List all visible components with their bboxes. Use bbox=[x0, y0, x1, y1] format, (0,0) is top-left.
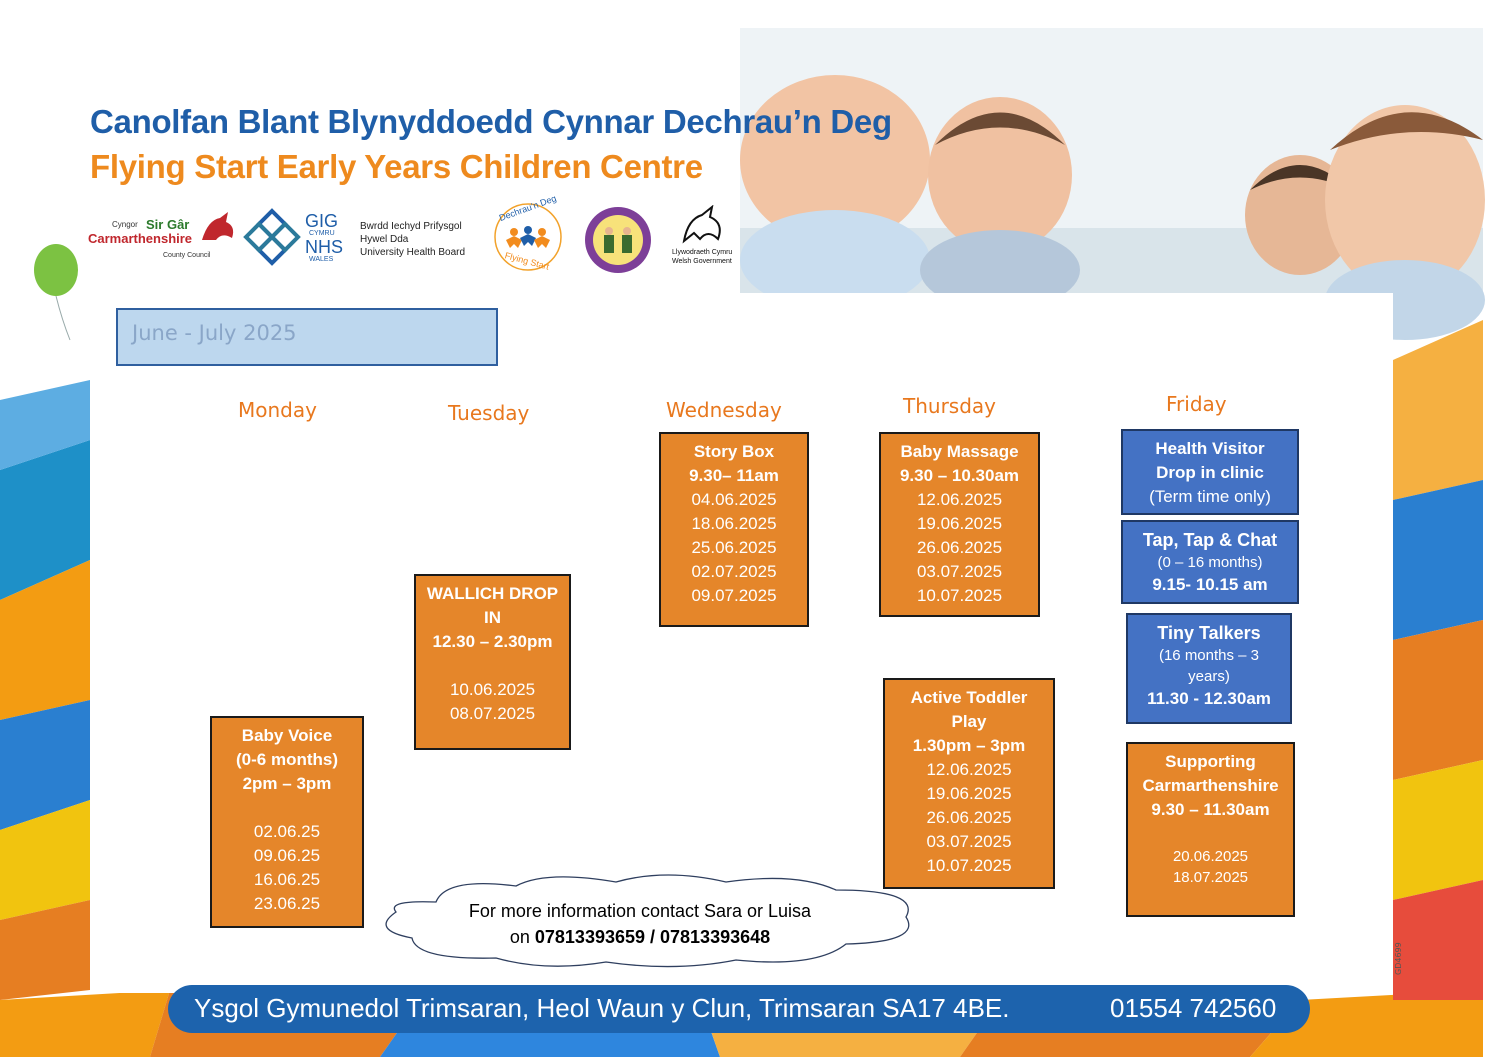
supporting-time: 9.30 – 11.30am bbox=[1151, 800, 1270, 819]
footer-phone: 01554 742560 bbox=[1110, 993, 1277, 1023]
title-welsh: Canolfan Blant Blynyddoedd Cynnar Dechrau’n Deg bbox=[90, 103, 892, 140]
flying-start-bottom: Flying Start bbox=[503, 250, 551, 272]
baby-voice-age: (0-6 months) bbox=[236, 750, 338, 769]
council-name-english: Carmarthenshire bbox=[88, 231, 193, 246]
dragon-icon bbox=[198, 210, 238, 250]
document-code: GD4699 bbox=[1394, 942, 1403, 975]
active-toddler-date: 03.07.2025 bbox=[926, 832, 1012, 851]
school-badge-icon bbox=[582, 205, 654, 275]
story-box-time: 9.30– 11am bbox=[689, 466, 779, 485]
baby-massage-date: 12.06.2025 bbox=[916, 490, 1003, 509]
welsh-dragon-icon bbox=[680, 205, 726, 247]
wallich-date: 08.07.2025 bbox=[449, 704, 536, 723]
baby-massage-time: 9.30 – 10.30am bbox=[899, 466, 1020, 485]
active-toddler-title-1: Active Toddler bbox=[910, 688, 1028, 707]
welsh-government-logo bbox=[668, 205, 738, 271]
nhs-text: NHS bbox=[305, 237, 344, 257]
contact-on: on bbox=[509, 927, 535, 947]
title-english: Flying Start Early Years Children Centre bbox=[90, 148, 703, 185]
supporting-date: 18.07.2025 bbox=[1172, 869, 1249, 886]
wallich-title-2: IN bbox=[484, 608, 501, 627]
wallich-time: 12.30 – 2.30pm bbox=[432, 632, 553, 651]
session-wallich-drop-in bbox=[414, 574, 571, 750]
story-box-date: 04.06.2025 bbox=[691, 490, 777, 509]
nhs-board-line2: Hywel Dda bbox=[360, 234, 409, 245]
day-friday: Friday bbox=[1166, 392, 1227, 416]
welsh-gov-line1: Llywodraeth Cymru bbox=[672, 249, 733, 256]
council-sub: County Council bbox=[163, 252, 211, 259]
story-box-date: 09.07.2025 bbox=[691, 586, 777, 605]
wales-text: WALES bbox=[309, 256, 334, 263]
story-box-date: 18.06.2025 bbox=[691, 514, 777, 533]
session-supporting-carmarthenshire bbox=[1126, 742, 1295, 917]
supporting-date: 20.06.2025 bbox=[1172, 848, 1249, 865]
council-small: Cyngor bbox=[112, 220, 138, 229]
period-box bbox=[116, 308, 498, 366]
contact-line-2 bbox=[420, 924, 860, 950]
baby-massage-date: 10.07.2025 bbox=[916, 586, 1003, 605]
session-tap-tap-chat bbox=[1121, 520, 1299, 604]
story-box-date: 25.06.2025 bbox=[691, 538, 777, 557]
baby-massage-title: Baby Massage bbox=[900, 442, 1019, 461]
story-box-date: 02.07.2025 bbox=[691, 562, 777, 581]
health-visitor-title-2: Drop in clinic bbox=[1156, 463, 1264, 482]
contact-line-1: For more information contact Sara or Luisa bbox=[468, 901, 812, 921]
active-toddler-date: 12.06.2025 bbox=[926, 760, 1012, 779]
nhs-knot-icon bbox=[243, 208, 301, 266]
footer-bar bbox=[168, 985, 1310, 1033]
baby-massage-date: 26.06.2025 bbox=[916, 538, 1003, 557]
health-visitor-note: (Term time only) bbox=[1149, 487, 1271, 506]
baby-voice-date: 09.06.25 bbox=[253, 846, 321, 865]
council-name-welsh: Sir Gâr bbox=[146, 217, 190, 232]
day-tuesday: Tuesday bbox=[448, 401, 530, 425]
session-baby-massage bbox=[879, 432, 1040, 617]
nhs-board-line3: University Health Board bbox=[360, 247, 466, 258]
footer-address: Ysgol Gymunedol Trimsaran, Heol Waun y Clun, Trimsaran SA17 4BE. bbox=[194, 993, 1010, 1023]
active-toddler-date: 26.06.2025 bbox=[926, 808, 1012, 827]
active-toddler-date: 19.06.2025 bbox=[926, 784, 1012, 803]
baby-voice-date: 23.06.25 bbox=[253, 894, 321, 913]
story-box-title: Story Box bbox=[693, 442, 775, 461]
baby-voice-title: Baby Voice bbox=[241, 726, 333, 745]
baby-massage-date: 19.06.2025 bbox=[916, 514, 1003, 533]
supporting-title-1: Supporting bbox=[1165, 752, 1256, 771]
day-wednesday: Wednesday bbox=[666, 398, 782, 422]
tap-tap-time: 9.15- 10.15 am bbox=[1152, 575, 1268, 594]
school-badge-logo bbox=[582, 205, 654, 275]
session-tiny-talkers bbox=[1126, 613, 1292, 724]
flying-start-top: Dechrau’n Deg bbox=[497, 193, 558, 224]
session-story-box bbox=[659, 432, 809, 627]
tap-tap-title: Tap, Tap & Chat bbox=[1142, 530, 1278, 550]
tap-tap-age: (0 – 16 months) bbox=[1157, 554, 1263, 571]
session-active-toddler-play bbox=[883, 678, 1055, 889]
tiny-talkers-title: Tiny Talkers bbox=[1157, 623, 1261, 643]
contact-info bbox=[420, 898, 860, 950]
contact-phones: 07813393659 / 07813393648 bbox=[534, 927, 771, 947]
gig-text: GIG bbox=[305, 211, 339, 231]
nhs-board-line1: Bwrdd Iechyd Prifysgol bbox=[360, 221, 462, 232]
carmarthenshire-logo bbox=[88, 210, 238, 270]
tiny-talkers-age-2: years) bbox=[1188, 668, 1230, 685]
baby-massage-date: 03.07.2025 bbox=[916, 562, 1003, 581]
tiny-talkers-time: 11.30 - 12.30am bbox=[1147, 689, 1271, 708]
session-health-visitor bbox=[1121, 429, 1299, 515]
day-thursday: Thursday bbox=[903, 394, 996, 418]
period-label: June - July 2025 bbox=[132, 321, 297, 345]
baby-voice-date: 16.06.25 bbox=[253, 870, 321, 889]
day-monday: Monday bbox=[238, 398, 317, 422]
cymru-text: CYMRU bbox=[309, 230, 335, 237]
baby-voice-date: 02.06.25 bbox=[253, 822, 321, 841]
health-visitor-title-1: Health Visitor bbox=[1155, 439, 1265, 458]
flying-start-logo bbox=[492, 193, 564, 274]
supporting-title-2: Carmarthenshire bbox=[1142, 776, 1279, 795]
session-baby-voice bbox=[210, 716, 364, 928]
active-toddler-time: 1.30pm – 3pm bbox=[912, 736, 1026, 755]
nhs-hywel-dda-logo bbox=[243, 208, 478, 268]
baby-voice-time: 2pm – 3pm bbox=[242, 774, 332, 793]
active-toddler-date: 10.07.2025 bbox=[926, 856, 1012, 875]
wallich-title-1: WALLICH DROP bbox=[426, 584, 559, 603]
tiny-talkers-age-1: (16 months – 3 bbox=[1158, 647, 1260, 664]
wallich-date: 10.06.2025 bbox=[449, 680, 536, 699]
welsh-gov-line2: Welsh Government bbox=[672, 258, 732, 265]
active-toddler-title-2: Play bbox=[951, 712, 987, 731]
